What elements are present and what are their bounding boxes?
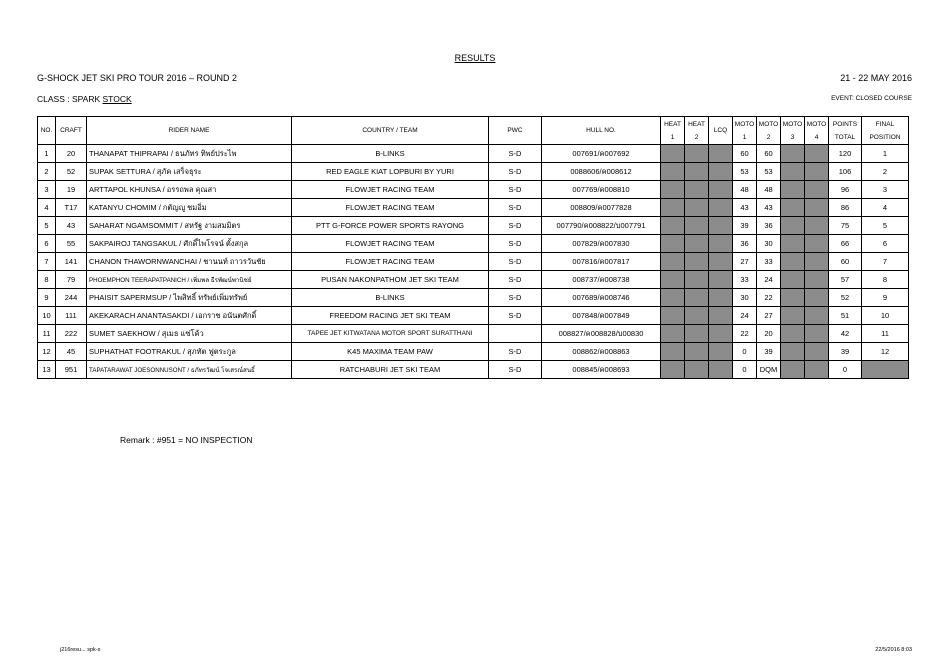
page-title: RESULTS: [454, 53, 496, 63]
row-craft: 20: [56, 145, 87, 163]
header-craft: CRAFT: [56, 117, 87, 145]
row-moto2: DQM: [757, 361, 781, 379]
row-moto1: 30: [733, 289, 757, 307]
row-craft: 111: [56, 307, 87, 325]
table-row: [38, 289, 909, 307]
row-moto4: [805, 307, 829, 325]
row-hull: 0088606/ค008612: [542, 163, 661, 181]
table-row: [38, 253, 909, 271]
table-row: [38, 343, 909, 361]
row-moto2: 60: [757, 145, 781, 163]
row-pwc: S-D: [489, 361, 542, 379]
row-final: 3: [862, 181, 909, 199]
row-team: B-LINKS: [292, 145, 489, 163]
table-row: [38, 199, 909, 217]
row-final: [862, 361, 909, 379]
row-no: 8: [38, 271, 56, 289]
row-lcq: [709, 145, 733, 163]
row-pwc: [489, 325, 542, 343]
event-type: EVENT: CLOSED COURSE: [831, 95, 912, 102]
header-pwc: PWC: [489, 117, 542, 145]
row-no: 2: [38, 163, 56, 181]
row-craft: 45: [56, 343, 87, 361]
row-rider: SAHARAT NGAMSOMMIT / สหรัฐ งามสมมิตร: [87, 217, 292, 235]
row-team: FLOWJET RACING TEAM: [292, 235, 489, 253]
row-hull: 007829/ค007830: [542, 235, 661, 253]
row-moto4: [805, 145, 829, 163]
row-heat2: [685, 361, 709, 379]
row-moto3: [781, 253, 805, 271]
header-heat2: HEAT 2: [685, 117, 709, 145]
row-heat1: [661, 325, 685, 343]
row-no: 11: [38, 325, 56, 343]
header-hull: HULL NO.: [542, 117, 661, 145]
row-no: 7: [38, 253, 56, 271]
row-heat2: [685, 181, 709, 199]
row-hull: 008845/ค008693: [542, 361, 661, 379]
row-moto3: [781, 163, 805, 181]
class-line: [37, 94, 132, 104]
row-points: 57: [829, 271, 862, 289]
row-moto3: [781, 289, 805, 307]
row-lcq: [709, 181, 733, 199]
row-heat1: [661, 361, 685, 379]
row-heat1: [661, 163, 685, 181]
table-body: [38, 145, 909, 379]
row-final: 6: [862, 235, 909, 253]
row-moto4: [805, 343, 829, 361]
row-team: FLOWJET RACING TEAM: [292, 253, 489, 271]
row-rider: SAKPAIROJ TANGSAKUL / ศักดิ์ไพโรจน์ ตั้งสกุล: [87, 235, 292, 253]
row-moto1: 24: [733, 307, 757, 325]
row-final: 4: [862, 199, 909, 217]
row-team: K45 MAXIMA TEAM PAW: [292, 343, 489, 361]
row-lcq: [709, 343, 733, 361]
row-rider: SUPHATHAT FOOTRAKUL / สุภทัต ฟูตระกูล: [87, 343, 292, 361]
row-hull: 008862/ค008863: [542, 343, 661, 361]
class-value: STOCK: [102, 94, 132, 104]
row-no: 10: [38, 307, 56, 325]
row-no: 6: [38, 235, 56, 253]
row-final: 1: [862, 145, 909, 163]
row-heat2: [685, 217, 709, 235]
row-moto2: 53: [757, 163, 781, 181]
row-craft: 244: [56, 289, 87, 307]
row-hull: 007848/ค007849: [542, 307, 661, 325]
row-moto4: [805, 199, 829, 217]
row-final: 5: [862, 217, 909, 235]
footer-file: j216resu... spk-s: [60, 647, 101, 653]
row-moto3: [781, 271, 805, 289]
row-moto2: 33: [757, 253, 781, 271]
table-row: [38, 361, 909, 379]
row-pwc: S-D: [489, 235, 542, 253]
row-moto3: [781, 217, 805, 235]
row-craft: 951: [56, 361, 87, 379]
row-lcq: [709, 235, 733, 253]
row-heat1: [661, 307, 685, 325]
row-moto4: [805, 361, 829, 379]
row-no: 5: [38, 217, 56, 235]
row-moto3: [781, 361, 805, 379]
header-points: POINTS TOTAL: [829, 117, 862, 145]
row-moto1: 36: [733, 235, 757, 253]
row-moto1: 22: [733, 325, 757, 343]
row-craft: 19: [56, 181, 87, 199]
row-heat2: [685, 289, 709, 307]
row-no: 12: [38, 343, 56, 361]
row-moto1: 53: [733, 163, 757, 181]
row-heat1: [661, 235, 685, 253]
row-moto3: [781, 145, 805, 163]
row-rider: THANAPAT THIPRAPAI / ธนภัทร ทิพย์ประไพ: [87, 145, 292, 163]
row-heat2: [685, 307, 709, 325]
row-moto4: [805, 325, 829, 343]
row-moto1: 0: [733, 343, 757, 361]
remark: Remark : #951 = NO INSPECTION: [120, 435, 253, 445]
row-lcq: [709, 163, 733, 181]
row-heat2: [685, 343, 709, 361]
row-moto3: [781, 181, 805, 199]
row-rider: PHAISIT SAPERMSUP / ไพสิทธิ์ ทรัพย์เพิ่มทรัพย์: [87, 289, 292, 307]
row-moto3: [781, 343, 805, 361]
row-points: 0: [829, 361, 862, 379]
row-heat1: [661, 199, 685, 217]
row-lcq: [709, 361, 733, 379]
table-row: [38, 235, 909, 253]
event-name: G-SHOCK JET SKI PRO TOUR 2016 – ROUND 2: [37, 73, 238, 83]
row-points: 120: [829, 145, 862, 163]
row-team: FLOWJET RACING TEAM: [292, 199, 489, 217]
row-moto1: 33: [733, 271, 757, 289]
row-pwc: S-D: [489, 163, 542, 181]
row-points: 51: [829, 307, 862, 325]
row-final: 7: [862, 253, 909, 271]
row-pwc: S-D: [489, 199, 542, 217]
row-moto2: 43: [757, 199, 781, 217]
row-moto2: 22: [757, 289, 781, 307]
row-team: RED EAGLE KIAT LOPBURI BY YURI: [292, 163, 489, 181]
row-points: 75: [829, 217, 862, 235]
row-pwc: S-D: [489, 181, 542, 199]
footer-timestamp: 22/5/2016 8:03: [875, 647, 912, 653]
class-label: CLASS : SPARK: [37, 94, 103, 104]
row-rider: TAPATARAWAT JOESONNUSONT / ธภัทรวัฒน์ โจเสรณ์สนธิ์: [87, 361, 292, 379]
header-moto1: MOTO 1: [733, 117, 757, 145]
row-moto2: 48: [757, 181, 781, 199]
row-hull: 007691/ค007692: [542, 145, 661, 163]
row-moto4: [805, 181, 829, 199]
row-points: 96: [829, 181, 862, 199]
row-rider: KATANYU CHOMIM / กตัญญู ชมอิ่ม: [87, 199, 292, 217]
row-rider: AKEKARACH ANANTASAKDI / เอกราช อนันตศักดิ์: [87, 307, 292, 325]
row-no: 13: [38, 361, 56, 379]
row-craft: 79: [56, 271, 87, 289]
row-points: 60: [829, 253, 862, 271]
row-points: 42: [829, 325, 862, 343]
row-points: 52: [829, 289, 862, 307]
row-moto3: [781, 325, 805, 343]
row-hull: 008809/ค0077828: [542, 199, 661, 217]
row-pwc: S-D: [489, 289, 542, 307]
row-moto2: 30: [757, 235, 781, 253]
row-moto1: 60: [733, 145, 757, 163]
row-team: FREEDOM RACING JET SKI TEAM: [292, 307, 489, 325]
row-lcq: [709, 217, 733, 235]
row-moto3: [781, 307, 805, 325]
row-team: B-LINKS: [292, 289, 489, 307]
table-row: [38, 307, 909, 325]
row-team: RATCHABURI JET SKI TEAM: [292, 361, 489, 379]
row-rider: PHOEMPHON TEERAPATPANICH / เพิ่มพล ธีรพัฒน์พานิชย์: [87, 271, 292, 289]
row-hull: 007689/ค008746: [542, 289, 661, 307]
row-pwc: S-D: [489, 145, 542, 163]
row-points: 106: [829, 163, 862, 181]
table-row: [38, 217, 909, 235]
row-heat2: [685, 145, 709, 163]
row-points: 86: [829, 199, 862, 217]
row-lcq: [709, 289, 733, 307]
header-moto4: MOTO 4: [805, 117, 829, 145]
row-team: TAPEE JET KITWATANA MOTOR SPORT SURATTHANI: [292, 325, 489, 343]
row-heat2: [685, 325, 709, 343]
table-row: [38, 163, 909, 181]
row-rider: SUMET SAEKHOW / สุเมธ แซ่โค้ว: [87, 325, 292, 343]
row-moto2: 36: [757, 217, 781, 235]
row-pwc: S-D: [489, 217, 542, 235]
table-row: [38, 271, 909, 289]
row-final: 8: [862, 271, 909, 289]
row-craft: 222: [56, 325, 87, 343]
row-moto4: [805, 253, 829, 271]
row-moto4: [805, 217, 829, 235]
row-moto2: 39: [757, 343, 781, 361]
row-heat1: [661, 253, 685, 271]
row-moto1: 43: [733, 199, 757, 217]
row-heat2: [685, 235, 709, 253]
row-team: FLOWJET RACING TEAM: [292, 181, 489, 199]
row-final: 10: [862, 307, 909, 325]
row-moto3: [781, 235, 805, 253]
row-final: 9: [862, 289, 909, 307]
row-heat1: [661, 343, 685, 361]
row-heat1: [661, 271, 685, 289]
table-row: [38, 145, 909, 163]
row-hull: 007790/ค008822/บ007791: [542, 217, 661, 235]
row-no: 9: [38, 289, 56, 307]
header-no: NO.: [38, 117, 56, 145]
row-pwc: S-D: [489, 253, 542, 271]
row-pwc: S-D: [489, 271, 542, 289]
row-no: 1: [38, 145, 56, 163]
header-moto3: MOTO 3: [781, 117, 805, 145]
row-heat1: [661, 181, 685, 199]
row-rider: CHANON THAWORNWANCHAI / ชานนท์ ถาวรวันชัย: [87, 253, 292, 271]
row-craft: 43: [56, 217, 87, 235]
table-header-row: [38, 117, 909, 145]
row-lcq: [709, 307, 733, 325]
row-no: 3: [38, 181, 56, 199]
row-heat2: [685, 271, 709, 289]
table-row: [38, 181, 909, 199]
row-heat1: [661, 217, 685, 235]
row-moto1: 27: [733, 253, 757, 271]
row-lcq: [709, 253, 733, 271]
row-heat2: [685, 253, 709, 271]
row-rider: SUPAK SETTURA / สุภัค เสร็จธุระ: [87, 163, 292, 181]
row-lcq: [709, 271, 733, 289]
row-hull: 008827/ค008828/บ00830: [542, 325, 661, 343]
row-hull: 007816/ค007817: [542, 253, 661, 271]
row-moto2: 24: [757, 271, 781, 289]
row-points: 39: [829, 343, 862, 361]
row-craft: 55: [56, 235, 87, 253]
row-lcq: [709, 325, 733, 343]
row-hull: 008737/ค008738: [542, 271, 661, 289]
row-points: 66: [829, 235, 862, 253]
row-heat1: [661, 145, 685, 163]
row-heat1: [661, 289, 685, 307]
header-moto2: MOTO 2: [757, 117, 781, 145]
row-lcq: [709, 199, 733, 217]
event-dates: 21 - 22 MAY 2016: [840, 73, 912, 83]
row-no: 4: [38, 199, 56, 217]
row-final: 2: [862, 163, 909, 181]
row-rider: ARTTAPOL KHUNSA / อรรถพล คุณสา: [87, 181, 292, 199]
row-moto2: 20: [757, 325, 781, 343]
row-moto4: [805, 235, 829, 253]
row-moto4: [805, 271, 829, 289]
row-heat2: [685, 199, 709, 217]
header-team: COUNTRY / TEAM: [292, 117, 489, 145]
row-moto2: 27: [757, 307, 781, 325]
row-moto1: 48: [733, 181, 757, 199]
row-moto4: [805, 289, 829, 307]
row-team: PTT G-FORCE POWER SPORTS RAYONG: [292, 217, 489, 235]
row-craft: 141: [56, 253, 87, 271]
header-heat1: HEAT 1: [661, 117, 685, 145]
results-table: [37, 116, 909, 379]
row-team: PUSAN NAKONPATHOM JET SKI TEAM: [292, 271, 489, 289]
row-craft: T17: [56, 199, 87, 217]
table-row: [38, 325, 909, 343]
row-moto4: [805, 163, 829, 181]
row-craft: 52: [56, 163, 87, 181]
header-rider: RIDER NAME: [87, 117, 292, 145]
row-hull: 007769/ค008810: [542, 181, 661, 199]
row-final: 12: [862, 343, 909, 361]
header-final: FINAL POSITION: [862, 117, 909, 145]
row-final: 11: [862, 325, 909, 343]
row-moto3: [781, 199, 805, 217]
row-pwc: S-D: [489, 343, 542, 361]
row-moto1: 0: [733, 361, 757, 379]
row-moto1: 39: [733, 217, 757, 235]
row-heat2: [685, 163, 709, 181]
header-lcq: LCQ: [709, 117, 733, 145]
row-pwc: S-D: [489, 307, 542, 325]
